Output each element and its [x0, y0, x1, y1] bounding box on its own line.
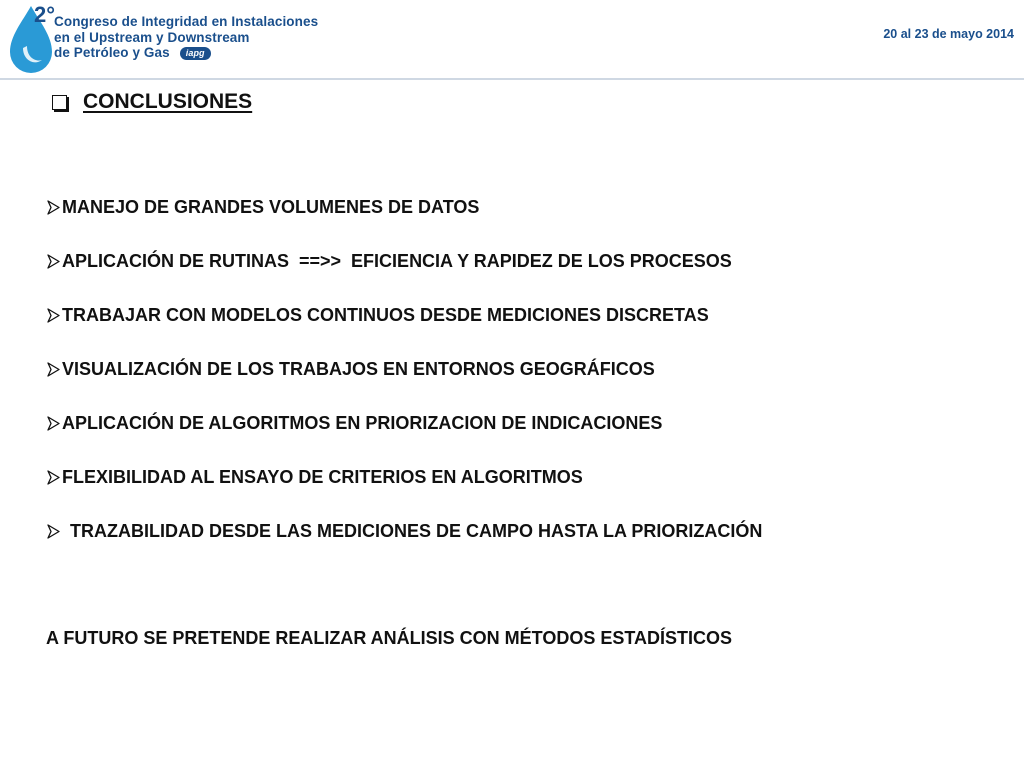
list-item-text: APLICACIÓN DE RUTINAS ==>> EFICIENCIA Y RAPIDEZ DE LOS PROCESOS: [62, 250, 732, 271]
arrow-icon: [46, 524, 61, 539]
conclusions-list: [46, 180, 762, 558]
section-title: CONCLUSIONES: [83, 90, 253, 113]
list-item-text: MANEJO DE GRANDES VOLUMENES DE DATOS: [62, 196, 480, 217]
checkbox-icon: [52, 95, 67, 110]
list-item: [46, 342, 762, 396]
list-item: [46, 234, 762, 288]
logo-line-3: [54, 45, 318, 61]
header-divider: [0, 78, 1024, 80]
arrow-icon: [46, 254, 61, 269]
list-item-text: TRAZABILIDAD DESDE LAS MEDICIONES DE CAMPO HASTA LA PRIORIZACIÓN: [70, 520, 763, 541]
iapg-badge: iapg: [180, 47, 211, 60]
section-heading: [52, 90, 252, 114]
logo-ordinal: 2°: [34, 2, 56, 27]
list-item: [46, 396, 762, 450]
list-item: [46, 504, 762, 558]
congress-logo-text: [54, 14, 318, 61]
logo-line-1: Congreso de Integridad en Instalaciones: [54, 14, 319, 29]
arrow-icon: [46, 470, 61, 485]
arrow-icon: [46, 308, 61, 323]
list-item-text: TRABAJAR CON MODELOS CONTINUOS DESDE MEDICIONES DISCRETAS: [62, 304, 709, 325]
event-date: 20 al 23 de mayo 2014: [883, 27, 1014, 41]
list-item-text: FLEXIBILIDAD AL ENSAYO DE CRITERIOS EN ALGORITMOS: [62, 466, 583, 487]
list-item: [46, 180, 762, 234]
list-item: [46, 450, 762, 504]
list-item-text: VISUALIZACIÓN DE LOS TRABAJOS EN ENTORNOS GEOGRÁFICOS: [62, 358, 655, 379]
water-drop-logo-icon: [6, 2, 56, 78]
slide-header: [0, 0, 1024, 80]
logo-line-2: en el Upstream y Downstream: [54, 29, 250, 45]
list-item: [46, 288, 762, 342]
arrow-icon: [46, 362, 61, 377]
list-item-text: APLICACIÓN DE ALGORITMOS EN PRIORIZACION DE INDICACIONES: [62, 412, 663, 433]
arrow-icon: [46, 416, 61, 431]
arrow-icon: [46, 200, 61, 215]
future-work-note: A FUTURO SE PRETENDE REALIZAR ANÁLISIS CON MÉTODOS ESTADÍSTICOS: [46, 628, 733, 648]
logo-line-3-text: de Petróleo y Gas: [54, 45, 170, 60]
